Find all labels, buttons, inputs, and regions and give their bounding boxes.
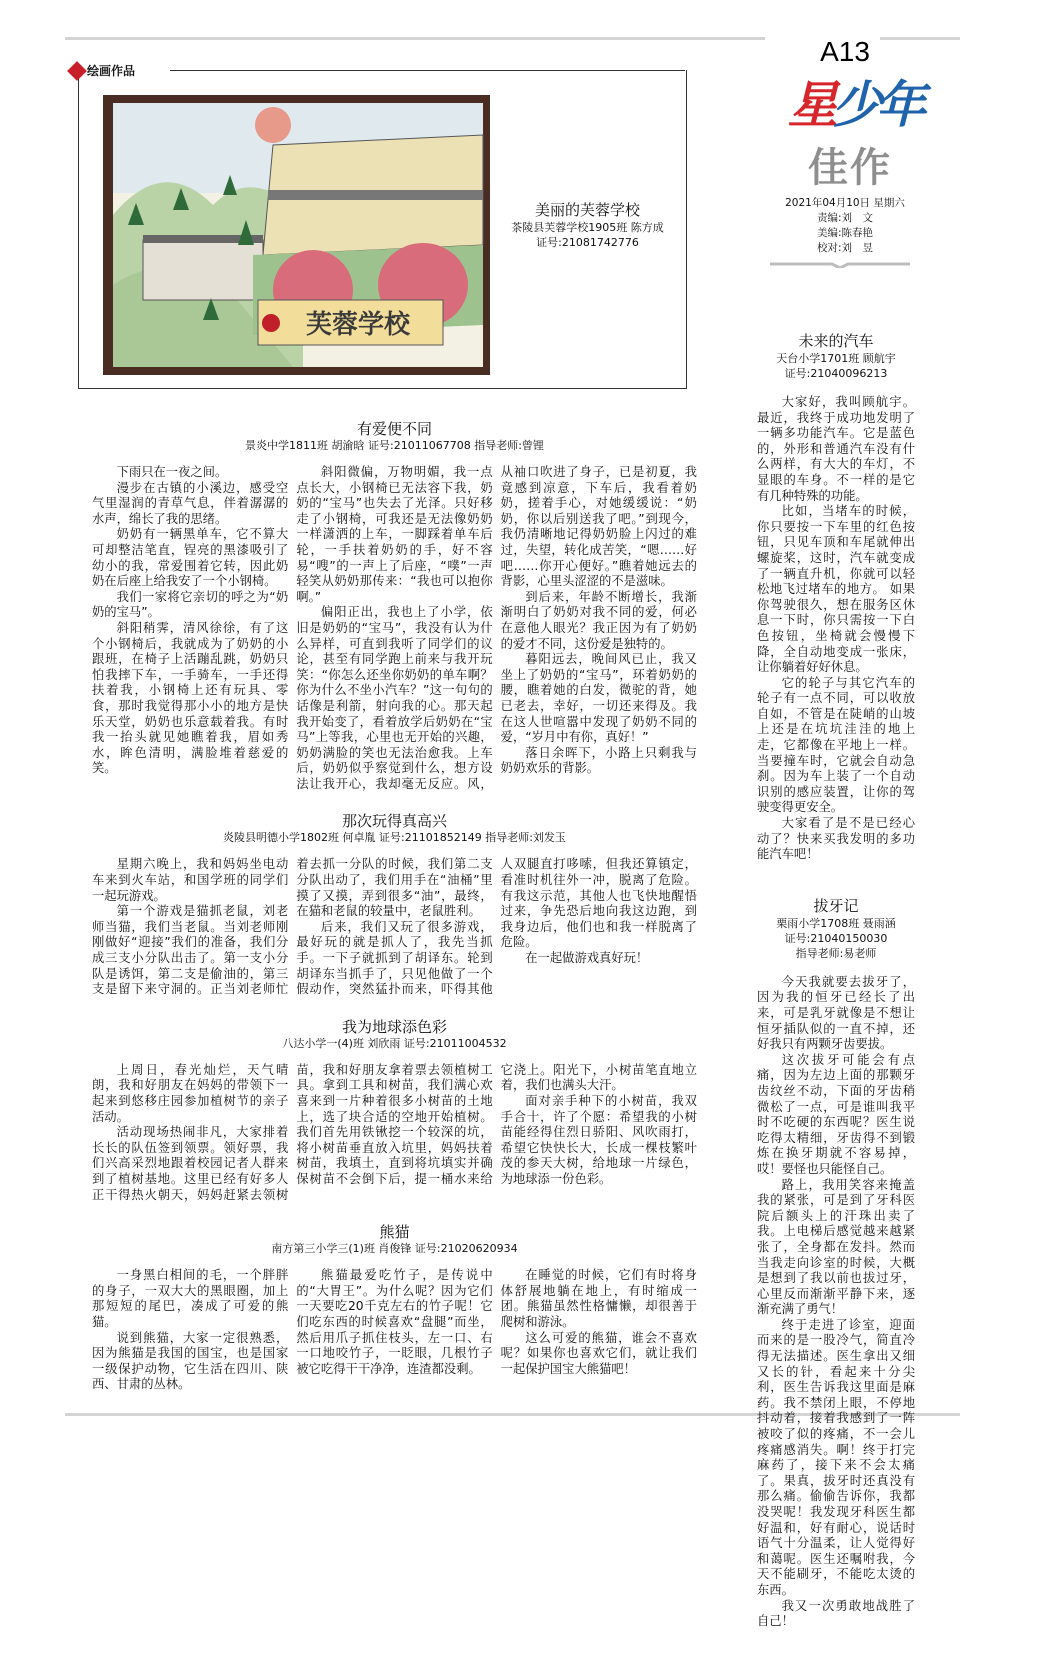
paragraph: 上周日，春光灿烂，天气晴朗，我和好朋友在妈妈的带领下一起来到悠移庄园参加植树节的亲子活动。 <box>92 1062 289 1124</box>
side-article-teacher: 指导老师:易老师 <box>795 946 877 960</box>
paragraph: 星期六晚上，我和妈妈坐电动车来到火车站，和国学班的同学们一起玩游戏。 <box>92 857 289 903</box>
paragraph: 大家好，我叫顾航宇。最近，我终于成功地发明了一辆多功能汽车。它是蓝色的，外形和普通汽车没有什么两样，有大大的车灯，不显眼的车身。不一样的是它有几种特殊的功能。 <box>757 395 915 503</box>
top-rule-right <box>880 37 960 40</box>
painting-title: 美丽的芙蓉学校 <box>534 201 640 219</box>
paragraph: 活动现场热闹非凡，大家排着长长的队伍签到领票。领好票，我们兴高采烈地跟着校园记者人群来到了植树基地。这里已经有好多人正干得热火朝天，妈妈赶紧去领树苗，我和好朋友拿着票去领植树工具。拿到工具和树苗，我们满心欢喜来到一片种着很多小树苗的土地上，选了块合适的空地开始植树。我们首先用铁锹挖一个较深的坑，将小树苗垂直放入坑里，妈妈扶着树苗，我填土，直到将坑填实并确保树苗不会倒下后，提一桶水来给它浇上。阳光下，小树苗笔直地立着，我们也满头大汗。 <box>92 1062 697 1202</box>
diamond-icon <box>67 61 87 81</box>
painting-cert: 证号:21081742776 <box>536 236 639 249</box>
article <box>92 420 697 792</box>
article-body <box>92 1268 697 1393</box>
issue-meta <box>765 196 925 256</box>
paragraph: 在睡觉的时候，它们有时将身体舒展地躺在地上，有时缩成一团。熊猫虽然性格慵懒，却很善于爬树和游泳。 <box>500 1268 697 1329</box>
article <box>92 1223 697 1393</box>
side-article <box>757 897 915 1630</box>
article-byline: 八达小学一(4)班 刘欣雨 证号:21011004532 <box>282 1036 507 1050</box>
painting-frame-top <box>170 70 685 71</box>
art-editor: 美编:陈春艳 <box>816 227 874 239</box>
article-byline: 景炎中学1811班 胡渝晗 证号:21011067708 指导老师:曾锂 <box>245 439 544 452</box>
paragraph: 面对亲手种下的小树苗，我双手合十，许了个愿：希望我的小树苗能经得住烈日骄阳、风吹雨打，希望它快快长大，长成一棵枝繁叶茂的参天大树，给地球一片绿色，为地球添一份色彩。 <box>500 1094 697 1186</box>
article-byline: 炎陵县明德小学1802班 何卓胤 证号:21101852149 指导老师:刘发玉 <box>223 831 566 845</box>
paragraph: 我又一次勇敢地战胜了自己！ <box>757 1598 915 1629</box>
article-title: 那次玩得真高兴 <box>341 812 447 831</box>
article-title: 我为地球添色彩 <box>341 1017 447 1036</box>
paragraph: 熊猫最爱吃竹子，是传说中的“大胃王”。为什么呢？因为它们一天要吃20千克左右的竹子呢！它们吃东西的时候喜欢“盘腿”而坐，然后用爪子抓住枝头，左一口、右一口地咬竹子，一眨眼，几根竹子被它吃得干干净净，连渣都没剩。 <box>296 1268 493 1376</box>
painting-image <box>103 95 490 375</box>
side-article-byline: 天台小学1701班 顾航宇 <box>776 352 896 365</box>
paragraph: 下雨只在一夜之间。 <box>116 465 228 479</box>
paragraph: 漫步在古镇的小溪边，感受空气里湿润的青草气息，伴着潺潺的水声，绵长了我的思绪。 <box>92 480 289 526</box>
paragraph: 这次拔牙可能会有点痛，因为左边上面的那颗牙齿纹丝不动，下面的牙齿稍微松了一点，可是谁叫我平时不吃硬的东西呢？医生说吃得太精细，牙齿得不到锻炼在换牙期就不容易掉，哎！要怪也只能怪自己。 <box>757 1052 915 1176</box>
side-article-title: 拔牙记 <box>813 896 859 915</box>
painting-banner-text: 芙蓉学校 <box>305 310 411 340</box>
paragraph: 斜阳微偏，万物明媚，我一点点长大，小钢椅已无法容下我，奶奶的“宝马”也失去了光泽。只好移走了小钢椅，可我还是无法像奶奶一样潇洒的上车，一脚踩着单车后轮，一手扶着奶奶的手，好不容易“嗖”的一声上了后座，“噗”一声轻笑从奶奶那传来：“我也可以抱你啊。” <box>296 465 493 604</box>
paragraph: 终于走进了诊室，迎面而来的是一股冷气，简直冷得无法描述。医生拿出又细又长的针，看起来十分尖利，医生告诉我这里面是麻药。我不禁闭上眼，不停地抖动着，接着我感到了一阵被咬了似的疼痛，不一会儿疼痛感消失。啊！终于打完麻药了，接下来不会太痛了。果真，拔牙时还真没有那么痛。偷偷告诉你，我都没哭呢！我发现牙科医生都好温和，好有耐心，说话时语气十分温柔，让人觉得好和蔼呢。医生还嘱咐我，今天不能刷牙，不能吃太烫的东西。 <box>757 1317 915 1597</box>
section-label-text: 绘画作品 <box>87 64 136 78</box>
article-body <box>92 465 697 792</box>
side-article <box>757 332 915 863</box>
paragraph: 路上，我用笑容来掩盖我的紧张，可是到了牙科医院后额头上的汗珠出卖了我。上电梯后感觉越来越紧张了，全身都在发抖。然而当我走向诊室的时候，大概是想到了我以前也拔过牙，心里反而渐渐平静下来，逐渐充满了勇气！ <box>757 1177 915 1317</box>
article-body <box>92 1063 697 1203</box>
section-title: 佳作 <box>808 144 892 191</box>
article <box>92 1018 697 1203</box>
logo-youth-part: 少年 <box>832 76 920 134</box>
paragraph: 奶奶有一辆黑单车，它不算大可却整洁笔直，锃亮的黑漆吸引了幼小的我，常爱围着它转，因此奶奶在后座上给我安了一个小钢椅。 <box>92 527 289 589</box>
paragraph: 今天我就要去拔牙了，因为我的恒牙已经长了出来，可是乳牙就像是不想让恒牙插队似的一直不掉，还好我只有两颗牙齿要拔。 <box>757 974 915 1052</box>
paragraph: 比如，当堵车的时候，你只要按一下车里的红色按钮，只见车顶和车尾就伸出螺旋桨，这时，汽车就变成了一辆直升机，你就可以轻松地飞过堵车的地方。 如果你驾驶很久，想在服务区休息一下时，你只需按一下白色按钮，坐椅就会慢慢下降，全自动地变成一张床，让你躺着好好休息。 <box>757 504 915 675</box>
paragraph: 一身黑白相间的毛，一个胖胖的身子，一双大大的黑眼圈，加上那短短的尾巴，凑成了可爱的熊猫。 <box>92 1268 289 1329</box>
page-number: A13 <box>820 36 870 67</box>
issue-date: 2021年04月10日 星期六 <box>785 197 905 209</box>
paragraph: 在一起做游戏真好玩！ <box>525 951 649 966</box>
paragraph: 落日余晖下，小路上只剩我与奶奶欢乐的背影。 <box>500 745 697 776</box>
article-title: 有爱便不同 <box>356 420 432 438</box>
spacer <box>757 381 915 395</box>
proofreader: 校对:刘 昱 <box>816 242 874 254</box>
paragraph: 我们一家将它亲切的呼之为“奶奶的宝马”。 <box>92 589 289 620</box>
spacer <box>757 961 915 975</box>
logo-star-part: 星 <box>788 76 832 134</box>
painting-author: 茶陵县芙蓉学校1905班 陈方成 <box>511 221 664 234</box>
article <box>92 812 697 997</box>
painting-caption <box>495 200 680 250</box>
side-column <box>757 332 915 1664</box>
editor: 责编:刘 文 <box>816 212 874 224</box>
top-rule <box>65 37 765 40</box>
article-body <box>92 857 697 997</box>
paragraph: 后来，我们又玩了很多游戏，最好玩的就是抓人了，我先当抓手。一下子就抓到了胡译东。轮到胡译东当抓手了，只见他做了一个假动作，突然猛扑而来，吓得其他人双腿直打哆嗦，但我还算镇定，看准时机往外一冲，脱离了危险。有我这示范，其他人也飞快地醒悟过来，争先恐后地向我这边跑，到我身边后，他们也和我一样脱离了危险。 <box>296 857 697 997</box>
paragraph: 大家看了是不是已经心动了？快来买我发明的多功能汽车吧！ <box>757 816 915 862</box>
section-label <box>70 62 139 79</box>
article-byline: 南方第三小学三(1)班 肖俊锋 证号:21020620934 <box>271 1242 518 1256</box>
paragraph: 偏阳正出，我也上了小学，依旧是奶奶的“宝马”，我没有认为什么异样，可直到我听了同学们的议论，甚至有同学跑上前来与我开玩笑：“你怎么还坐你奶奶的单车啊？你为什么不坐小汽车？”这一句句的话像是利箭，射向我的心。那天起我开始变了，看着放学后奶奶在“宝马”上等我，心里也无开始的兴趣，奶奶满脸的笑也无法治愈我。上车后，奶奶似乎察觉到什么，想方设法让我开心，我却毫无反应。风，从袖口吹进了身子，已是初夏，我竟感到凉意，下车后，我看着奶奶，搓着手心，对她缓缓说：“奶奶，你以后别送我了吧。”到现今，我仍清晰地记得奶奶脸上闪过的难过，失望，转化成苦笑，“嗯……好吧……你开心便好。”瞧着她远去的背影，心里头涩涩的不是滋味。 <box>296 465 697 791</box>
main-column <box>92 420 697 1416</box>
side-article-byline: 栗雨小学1708班 聂雨涵 <box>776 916 896 930</box>
paragraph: 斜阳稍霁，清风徐徐，有了这个小钢椅后，我就成为了奶奶的小跟班，在椅子上活蹦乱跳，奶奶只怕我摔下车，一手骑车，一手还得扶着我，小钢椅上还有玩具、零食，那时我觉得那小小的地方是快乐天堂，奶奶也乐意载着我。有时我一抬头就见她瞧着我，眉如秀水，眸色清明，满脸堆着慈爱的笑。 <box>92 620 289 776</box>
article-title: 熊猫 <box>379 1223 410 1242</box>
side-article-body <box>757 395 915 863</box>
paragraph: 说到熊猫，大家一定很熟悉，因为熊猫是我国的国宝，也是国家一级保护动物，它生活在四川、陕西、甘肃的丛林。 <box>92 1330 289 1392</box>
paragraph: 暮阳远去，晚间风已止，我又坐上了奶奶的“宝马”，环着奶奶的腰，瞧着她的白发，微驼的背，她已老去，幸好，一切还来得及。我在这人世喧嚣中发现了奶奶不同的爱，“岁月中有你，真好！” <box>500 652 697 745</box>
side-article-title: 未来的汽车 <box>798 332 874 350</box>
paragraph: 这么可爱的熊猫，谁会不喜欢呢？如果你也喜欢它们，就让我们一起保护国宝大熊猫吧！ <box>500 1330 697 1376</box>
paragraph: 到后来，年龄不断增长，我渐渐明白了奶奶对我不同的爱，何必在意他人眼光？我正因为有了奶奶的爱才不同，这份爱是独特的。 <box>500 589 697 651</box>
side-article-body <box>757 975 915 1630</box>
divider-notch <box>770 262 910 268</box>
side-article-cert: 证号:21040150030 <box>784 931 888 945</box>
paragraph: 它的轮子与其它汽车的轮子有一点不同，可以收放自如，不管是在陡峭的山坡上还是在坑坑洼洼的地上走，它都像在平地上一样。当要撞车时，它就会自动急刹。因为车上装了一个自动识别的感应装置，让你的驾驶变得更安全。 <box>757 675 915 815</box>
side-article-cert: 证号:21040096213 <box>784 367 888 380</box>
logo <box>788 74 920 136</box>
paragraph: 第一个游戏是猫抓老鼠，刘老师当猫，我们当老鼠。当刘老师刚刚做好“迎接”我们的准备，我们分成三支小分队出击了。第一支小分队是诱饵，第二支是偷油的，第三支是留下来守洞的。正当刘老师忙着去抓一分队的时候，我们第二支分队出动了，我们用手在“油桶”里摸了又摸，弄到很多“油”，最终，在猫和老鼠的较量中，老鼠胜利。 <box>92 857 493 997</box>
